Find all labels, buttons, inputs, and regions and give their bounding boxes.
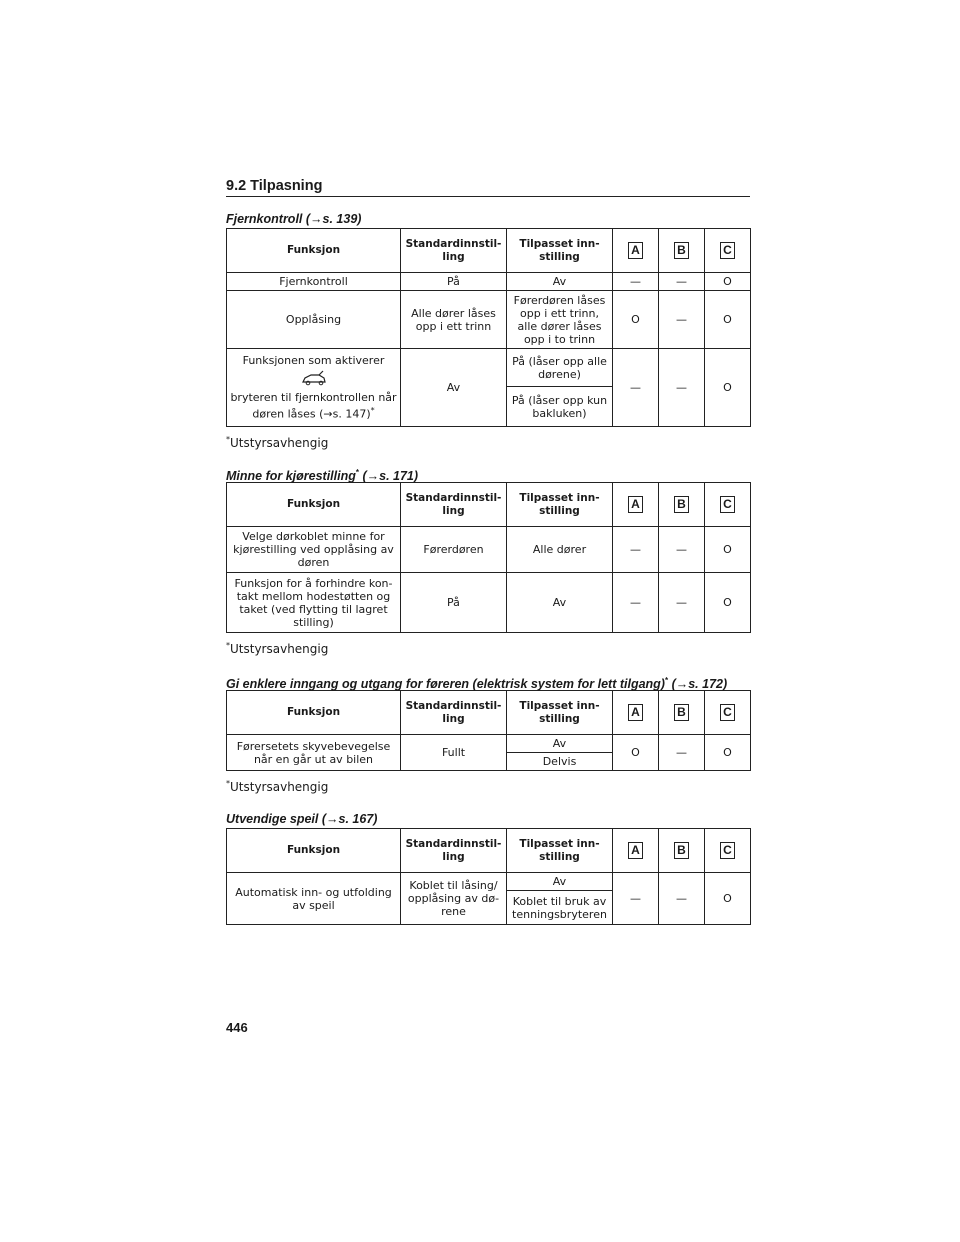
settings-table (226, 828, 751, 925)
table-row: Førersetets skyvebevegelse når en går ut av bilen Fullt Av O — O (227, 735, 751, 753)
section-title: Gi enklere inngang og utgang for føreren (elektrisk system for lett tilgang)* (→s. 172) (226, 676, 728, 692)
footnote: *Utstyrsavhengig (226, 779, 329, 794)
settings-table (226, 482, 751, 633)
col-header-a: A (613, 691, 659, 735)
col-header-funksjon: Funksjon (227, 229, 401, 273)
col-header-tilpasset: Tilpasset inn-stilling (507, 691, 613, 735)
col-header-a: A (613, 229, 659, 273)
col-header-tilpasset: Tilpasset inn-stilling (507, 229, 613, 273)
table-row: Velge dørkoblet minne for kjørestilling ved opplåsing av døren Førerdøren Alle dører — — O (227, 527, 751, 573)
table-row: Delvis (227, 753, 751, 771)
table-row: Funksjon for å forhindre kon-takt mellom hodestøtten og taket (ved flytting til lagret stilling) På Av — — O (227, 573, 751, 633)
page-number: 446 (226, 1020, 248, 1035)
col-header-standard: Standardinnstil-ling (401, 483, 507, 527)
section-speil (226, 810, 750, 925)
section-lett-tilgang (226, 672, 750, 797)
col-header-b: B (659, 829, 705, 873)
table-row: Funksjonen som aktiverer bryteren til fjernkontrollen når døren låses (→s. 147)* Av På (låser opp alle dørene) — — O (227, 349, 751, 387)
col-header-c: C (705, 691, 751, 735)
col-header-funksjon: Funksjon (227, 483, 401, 527)
col-header-funksjon: Funksjon (227, 691, 401, 735)
table-row: Koblet til bruk av tenningsbryteren (227, 891, 751, 925)
section-minne (226, 464, 750, 659)
settings-table (226, 690, 751, 771)
col-header-a: A (613, 829, 659, 873)
table-row: Fjernkontroll På Av — — O (227, 273, 751, 291)
col-header-b: B (659, 691, 705, 735)
col-header-c: C (705, 829, 751, 873)
col-header-tilpasset: Tilpasset inn-stilling (507, 483, 613, 527)
col-header-standard: Standardinnstil-ling (401, 229, 507, 273)
col-header-b: B (659, 483, 705, 527)
col-header-c: C (705, 483, 751, 527)
col-header-funksjon: Funksjon (227, 829, 401, 873)
section-title: Minne for kjørestilling* (→s. 171) (226, 468, 419, 484)
footnote: *Utstyrsavhengig (226, 641, 329, 656)
table-row: Opplåsing Alle dører låses opp i ett trinn Førerdøren låses opp i ett trinn, alle dører låses opp i to trinn O — O (227, 291, 751, 349)
section-header: 9.2 Tilpasning (226, 178, 750, 197)
col-header-tilpasset: Tilpasset inn-stilling (507, 829, 613, 873)
footnote: *Utstyrsavhengig (226, 435, 329, 450)
car-trunk-icon (230, 369, 397, 389)
col-header-standard: Standardinnstil-ling (401, 829, 507, 873)
col-header-c: C (705, 229, 751, 273)
table-row: På (låser opp kun bakluken) (227, 387, 751, 427)
col-header-standard: Standardinnstil-ling (401, 691, 507, 735)
section-fjernkontroll (226, 210, 750, 453)
col-header-a: A (613, 483, 659, 527)
col-header-b: B (659, 229, 705, 273)
section-title: Fjernkontroll (→s. 139) (226, 212, 362, 226)
section-title: Utvendige speil (→s. 167) (226, 812, 378, 826)
table-row: Automatisk inn- og utfolding av speil Koblet til låsing/ opplåsing av dø-rene Av — — O (227, 873, 751, 891)
settings-table (226, 228, 751, 427)
